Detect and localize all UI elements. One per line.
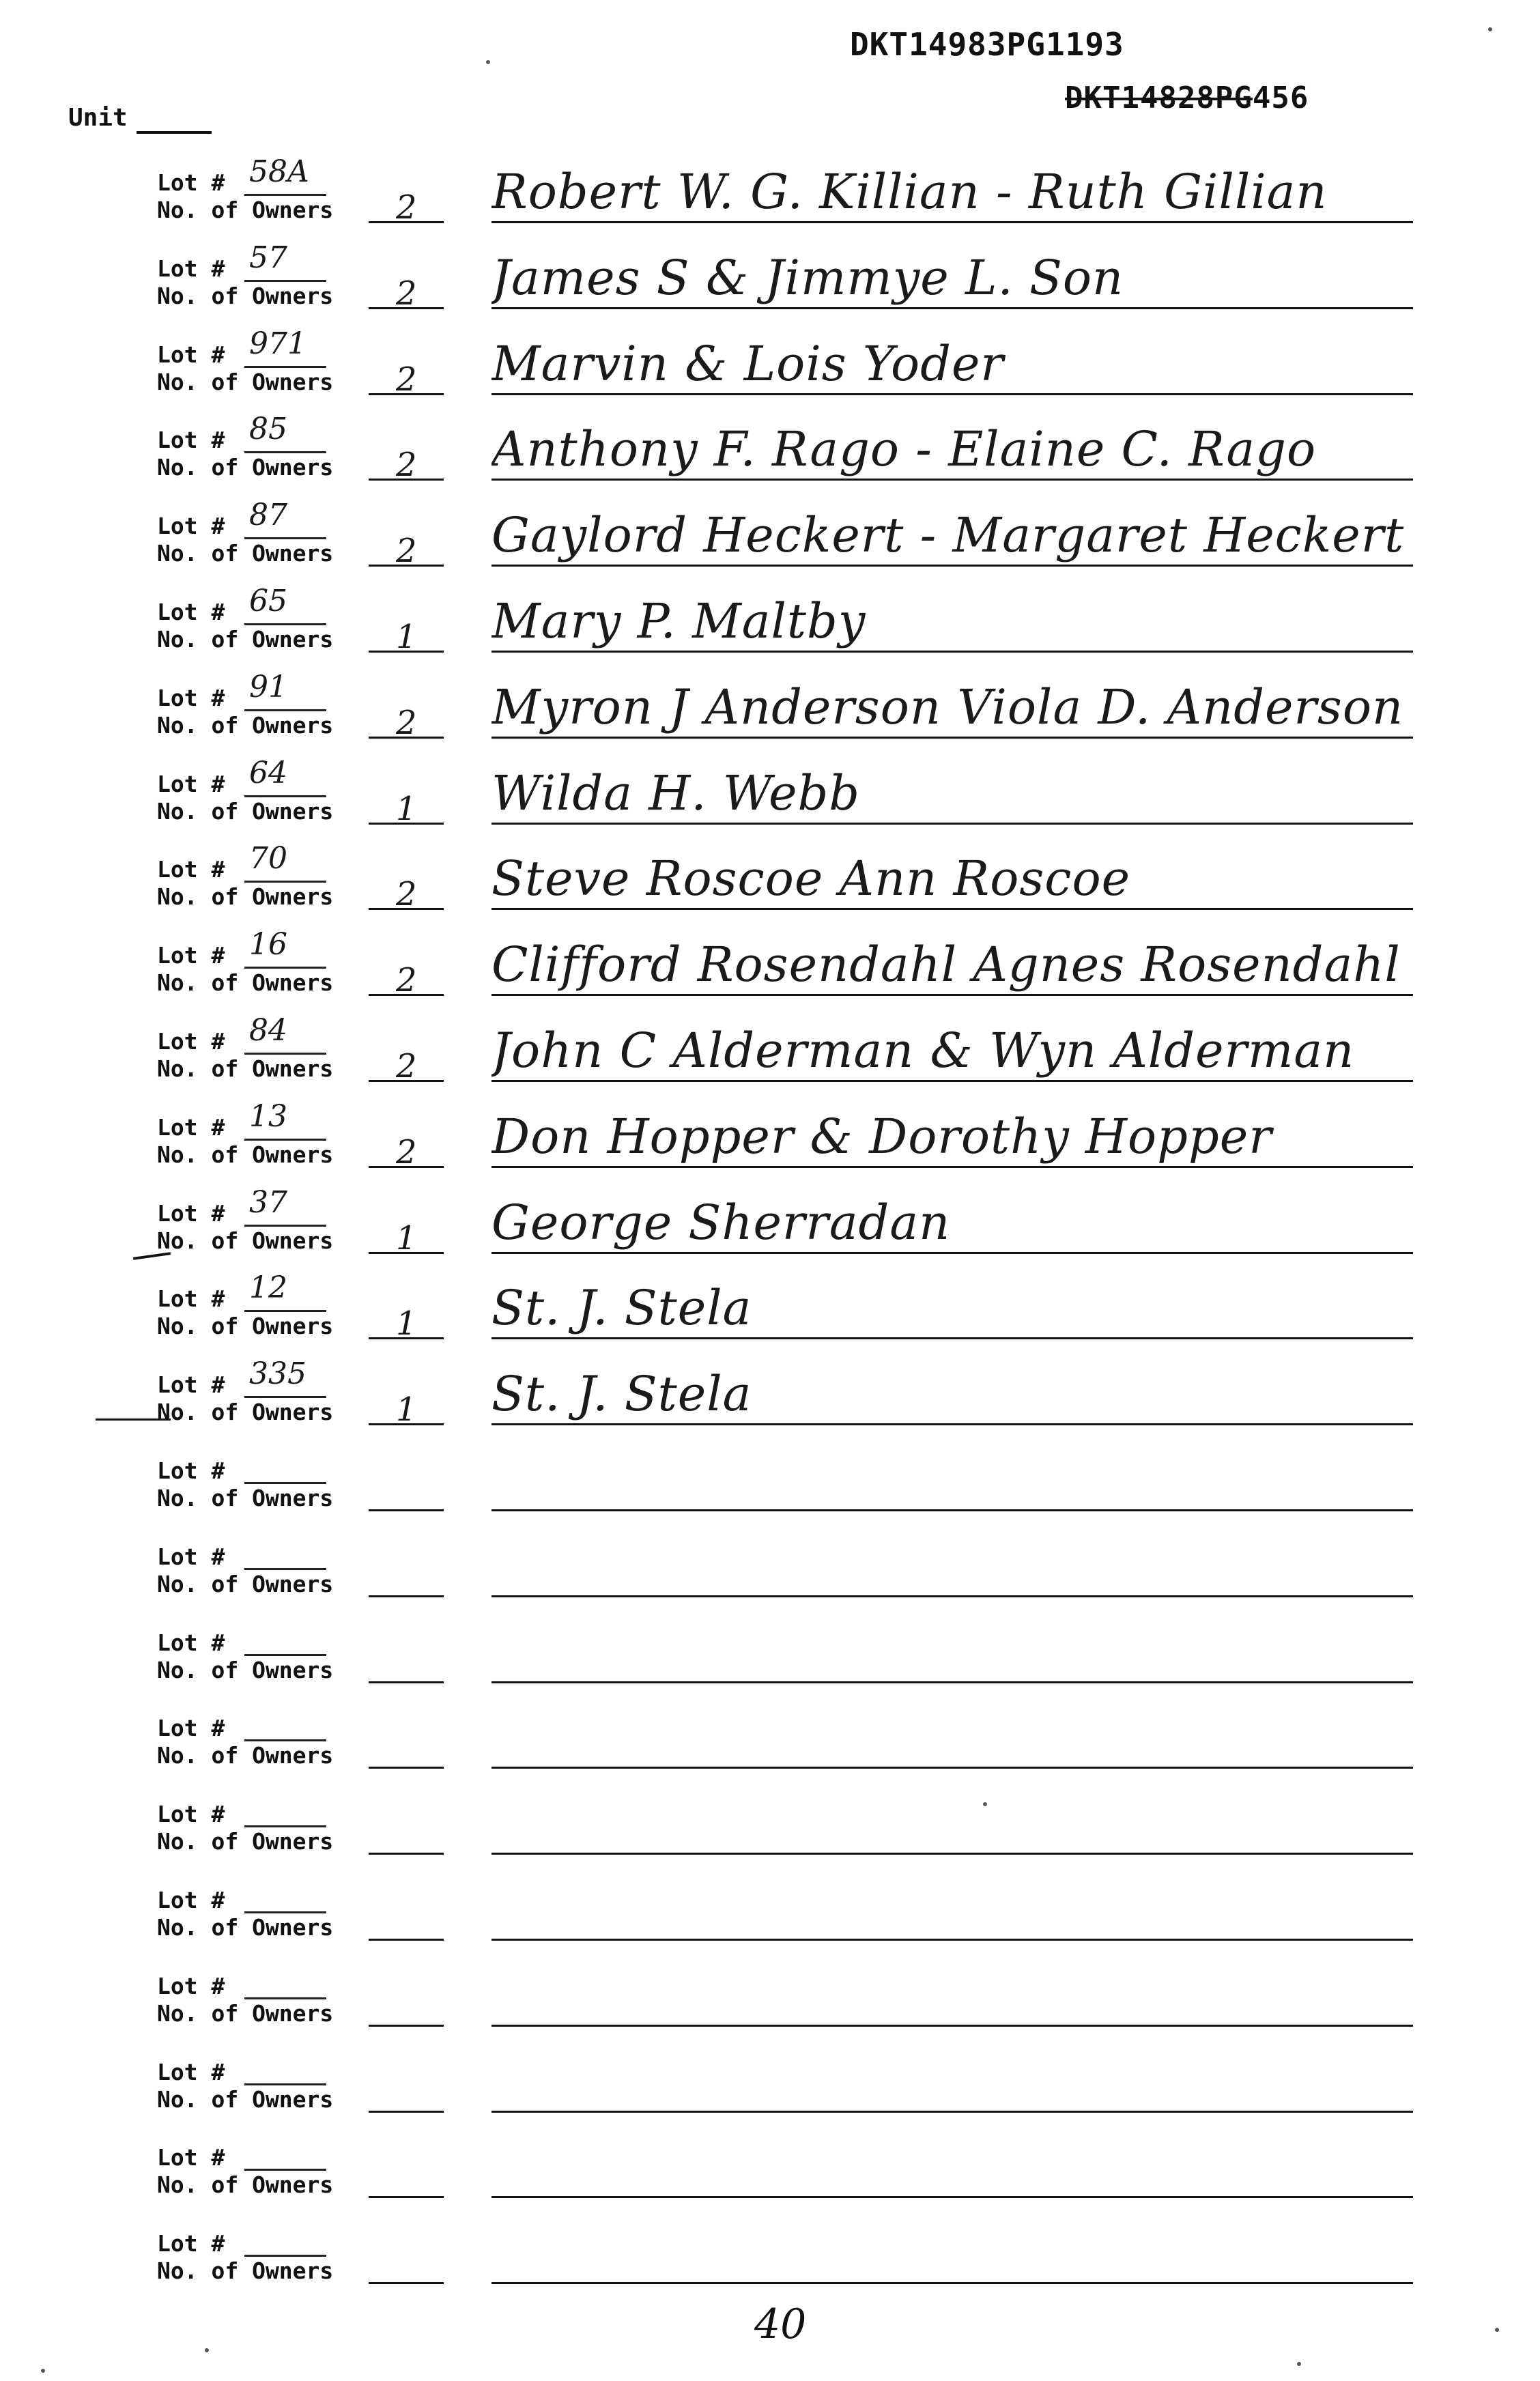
lot-entry-row xyxy=(0,498,1540,588)
lot-entry-row xyxy=(0,1715,1540,1790)
lot-entry-row xyxy=(0,670,1540,760)
lot-number-underline xyxy=(244,280,326,282)
lot-number-underline xyxy=(244,1568,326,1570)
owner-names: James S & Jimmye L. Son xyxy=(491,250,1124,306)
owners-label: No. of Owners xyxy=(157,798,334,825)
lot-label: Lot # xyxy=(157,1801,225,1827)
owners-label: No. of Owners xyxy=(157,1055,334,1082)
owner-name-line xyxy=(491,737,1413,739)
owners-label: No. of Owners xyxy=(157,1485,334,1511)
owners-count: 1 xyxy=(396,790,417,828)
lot-number: 57 xyxy=(249,240,287,275)
lot-entry-row xyxy=(0,1801,1540,1876)
lot-label: Lot # xyxy=(157,1457,225,1484)
unit-label: Unit xyxy=(68,104,128,132)
scan-speck xyxy=(486,60,490,64)
owners-blank-line xyxy=(369,2111,444,2113)
owner-name-line xyxy=(491,565,1413,567)
lot-label: Lot # xyxy=(157,1285,225,1312)
owners-count: 2 xyxy=(396,360,417,399)
lot-number-underline xyxy=(244,2255,326,2257)
lot-label: Lot # xyxy=(157,427,225,453)
lot-label: Lot # xyxy=(157,255,225,282)
owners-label: No. of Owners xyxy=(157,1571,334,1597)
lot-label: Lot # xyxy=(157,942,225,969)
owner-name-line xyxy=(491,393,1413,395)
owners-label: No. of Owners xyxy=(157,197,334,223)
lot-entry-row xyxy=(0,1457,1540,1532)
owners-count: 2 xyxy=(396,188,417,227)
owners-blank-line xyxy=(369,1595,444,1597)
owner-names: Mary P. Maltby xyxy=(491,593,866,649)
owner-names: Robert W. G. Killian - Ruth Gillian xyxy=(491,164,1328,220)
docket-stamp-primary: DKT14983PG1193 xyxy=(850,26,1124,63)
lot-entry-row xyxy=(0,1185,1540,1275)
owners-label: No. of Owners xyxy=(157,1828,334,1855)
lot-label: Lot # xyxy=(157,2230,225,2257)
page-number: 40 xyxy=(754,2300,807,2348)
owner-names: Myron J Anderson Viola D. Anderson xyxy=(491,679,1404,735)
owner-name-line xyxy=(491,1080,1413,1082)
owner-name-line xyxy=(491,1337,1413,1339)
owners-count: 1 xyxy=(396,618,417,656)
lot-number-underline xyxy=(244,1310,326,1312)
owners-label: No. of Owners xyxy=(157,283,334,309)
lot-entry-row xyxy=(0,1543,1540,1619)
lot-entry-row xyxy=(0,1270,1540,1360)
owner-name-line xyxy=(491,1939,1413,1941)
lot-number-underline xyxy=(244,1139,326,1141)
lot-number: 12 xyxy=(249,1270,287,1305)
lot-number: 335 xyxy=(249,1356,306,1391)
lot-number-underline xyxy=(244,1997,326,1999)
owner-name-line xyxy=(491,2282,1413,2284)
owner-name-line xyxy=(491,1681,1413,1683)
owner-name-line xyxy=(491,307,1413,309)
lot-label: Lot # xyxy=(157,599,225,625)
lot-entry-row xyxy=(0,326,1540,416)
lot-number: 87 xyxy=(249,498,287,532)
owners-label: No. of Owners xyxy=(157,1914,334,1941)
owners-label: No. of Owners xyxy=(157,2171,334,2198)
lot-label: Lot # xyxy=(157,856,225,883)
lot-label: Lot # xyxy=(157,341,225,368)
lot-number: 13 xyxy=(249,1099,287,1134)
owner-names: Clifford Rosendahl Agnes Rosendahl xyxy=(491,937,1401,993)
owners-count: 2 xyxy=(396,961,417,999)
owner-name-line xyxy=(491,479,1413,481)
owner-name-line xyxy=(491,221,1413,223)
docket-stamp-secondary xyxy=(1065,81,1309,115)
lot-number-underline xyxy=(244,451,326,453)
lot-label: Lot # xyxy=(157,771,225,797)
lot-label: Lot # xyxy=(157,1887,225,1913)
lot-label: Lot # xyxy=(157,1371,225,1398)
lot-label: Lot # xyxy=(157,685,225,711)
owners-blank-line xyxy=(369,2282,444,2284)
owners-blank-line xyxy=(369,1939,444,1941)
scan-speck xyxy=(41,2369,45,2373)
owners-label: No. of Owners xyxy=(157,2000,334,2027)
owner-names: St. J. Stela xyxy=(491,1366,752,1422)
lot-number: 971 xyxy=(249,326,306,361)
owners-label: No. of Owners xyxy=(157,2086,334,2113)
owner-name-line xyxy=(491,1595,1413,1597)
lot-number-underline xyxy=(244,1482,326,1484)
owners-label: No. of Owners xyxy=(157,883,334,910)
lot-number: 85 xyxy=(249,412,287,446)
owner-name-line xyxy=(491,823,1413,825)
owners-label: No. of Owners xyxy=(157,969,334,996)
lot-entry-row xyxy=(0,756,1540,846)
owners-count: 2 xyxy=(396,1047,417,1085)
lot-number-underline xyxy=(244,1739,326,1741)
owners-count: 1 xyxy=(396,1219,417,1257)
owner-name-line xyxy=(491,2111,1413,2113)
lot-entry-row xyxy=(0,240,1540,330)
scan-speck xyxy=(1488,27,1492,31)
scan-speck xyxy=(1297,2362,1301,2366)
lot-number-underline xyxy=(244,623,326,625)
lot-entry-row xyxy=(0,1013,1540,1103)
lot-entry-row xyxy=(0,1973,1540,2048)
owner-name-line xyxy=(491,994,1413,996)
owner-name-line xyxy=(491,2196,1413,2198)
lot-entry-row xyxy=(0,927,1540,1017)
lot-number: 70 xyxy=(249,841,287,876)
lot-number-underline xyxy=(244,1825,326,1827)
lot-number-underline xyxy=(244,1396,326,1398)
owners-count: 2 xyxy=(396,875,417,913)
owners-count: 2 xyxy=(396,274,417,313)
owner-name-line xyxy=(491,1252,1413,1254)
docket-stamp-struck: DKT14828PG xyxy=(1065,81,1253,115)
lot-label: Lot # xyxy=(157,1028,225,1055)
owners-blank-line xyxy=(369,2025,444,2027)
owners-count: 1 xyxy=(396,1391,417,1429)
owner-name-line xyxy=(491,2025,1413,2027)
owners-count: 1 xyxy=(396,1304,417,1343)
owners-label: No. of Owners xyxy=(157,1227,334,1254)
lot-number: 84 xyxy=(249,1013,287,1048)
lot-number-underline xyxy=(244,1911,326,1913)
owners-count: 2 xyxy=(396,446,417,484)
lot-number-underline xyxy=(244,1053,326,1055)
owners-label: No. of Owners xyxy=(157,540,334,567)
owner-names: Anthony F. Rago - Elaine C. Rago xyxy=(491,421,1317,477)
owners-blank-line xyxy=(369,2196,444,2198)
owners-label: No. of Owners xyxy=(157,369,334,395)
lot-number-underline xyxy=(244,194,326,196)
owner-names: George Sherradan xyxy=(491,1195,951,1251)
owner-names: Marvin & Lois Yoder xyxy=(491,336,1004,392)
lot-entry-row xyxy=(0,1629,1540,1705)
lot-label: Lot # xyxy=(157,1973,225,1999)
owners-count: 2 xyxy=(396,1133,417,1171)
lot-entry-row xyxy=(0,2144,1540,2219)
lot-label: Lot # xyxy=(157,1200,225,1227)
owner-names: Wilda H. Webb xyxy=(491,765,861,821)
docket-stamp-number: 456 xyxy=(1252,81,1309,115)
lot-number: 91 xyxy=(249,670,287,704)
lot-entry-row xyxy=(0,841,1540,931)
owner-names: John C Alderman & Wyn Alderman xyxy=(491,1023,1355,1079)
lot-label: Lot # xyxy=(157,169,225,196)
scan-speck xyxy=(205,2348,209,2352)
owners-label: No. of Owners xyxy=(157,1742,334,1769)
lot-number-underline xyxy=(244,709,326,711)
owners-blank-line xyxy=(369,1853,444,1855)
scan-speck xyxy=(1495,2328,1499,2332)
owners-count: 2 xyxy=(396,532,417,570)
lot-number-underline xyxy=(244,881,326,883)
lot-label: Lot # xyxy=(157,1114,225,1141)
owners-count: 2 xyxy=(396,704,417,742)
owners-label: No. of Owners xyxy=(157,1657,334,1683)
owner-name-line xyxy=(491,1853,1413,1855)
owner-names: Don Hopper & Dorothy Hopper xyxy=(491,1109,1272,1165)
owners-blank-line xyxy=(369,1509,444,1511)
lot-entry-row xyxy=(0,1887,1540,1962)
owners-label: No. of Owners xyxy=(157,626,334,653)
lot-number-underline xyxy=(244,537,326,539)
lot-entry-row xyxy=(0,2230,1540,2305)
owners-label: No. of Owners xyxy=(157,1141,334,1168)
owner-name-line xyxy=(491,908,1413,910)
owner-names: Steve Roscoe Ann Roscoe xyxy=(491,851,1131,907)
lot-label: Lot # xyxy=(157,1629,225,1656)
lot-number: 64 xyxy=(249,756,287,790)
lot-number: 58A xyxy=(249,154,309,189)
lot-label: Lot # xyxy=(157,2059,225,2085)
lot-number-underline xyxy=(244,366,326,368)
owner-name-line xyxy=(491,1423,1413,1425)
owners-blank-line xyxy=(369,1767,444,1769)
lot-label: Lot # xyxy=(157,2144,225,2171)
lot-number-underline xyxy=(244,1654,326,1656)
owners-label: No. of Owners xyxy=(157,1399,334,1425)
owners-label: No. of Owners xyxy=(157,1313,334,1339)
lot-number-underline xyxy=(244,1225,326,1227)
owner-name-line xyxy=(491,1509,1413,1511)
lot-number-underline xyxy=(244,2169,326,2171)
lot-number-underline xyxy=(244,795,326,797)
lot-label: Lot # xyxy=(157,513,225,539)
owners-blank-line xyxy=(369,1681,444,1683)
owner-names: St. J. Stela xyxy=(491,1280,752,1336)
lot-number: 37 xyxy=(249,1185,287,1220)
lot-entry-row xyxy=(0,2059,1540,2134)
lot-label: Lot # xyxy=(157,1543,225,1570)
lot-entry-row xyxy=(0,154,1540,244)
owner-name-line xyxy=(491,1767,1413,1769)
lot-entry-row xyxy=(0,1099,1540,1189)
lot-number-underline xyxy=(244,967,326,969)
margin-arrow-mark xyxy=(96,1418,171,1421)
lot-number: 16 xyxy=(249,927,287,962)
owners-label: No. of Owners xyxy=(157,454,334,481)
owner-name-line xyxy=(491,1166,1413,1168)
lot-number-underline xyxy=(244,2083,326,2085)
owners-label: No. of Owners xyxy=(157,712,334,739)
lot-number: 65 xyxy=(249,584,287,618)
owner-name-line xyxy=(491,651,1413,653)
lot-entry-row xyxy=(0,412,1540,502)
owners-label: No. of Owners xyxy=(157,2257,334,2284)
unit-blank-line xyxy=(137,131,212,134)
owner-names: Gaylord Heckert - Margaret Heckert xyxy=(491,507,1405,563)
lot-entry-row xyxy=(0,584,1540,674)
scan-speck xyxy=(983,1802,987,1806)
lot-label: Lot # xyxy=(157,1715,225,1741)
lot-entry-row xyxy=(0,1356,1540,1446)
